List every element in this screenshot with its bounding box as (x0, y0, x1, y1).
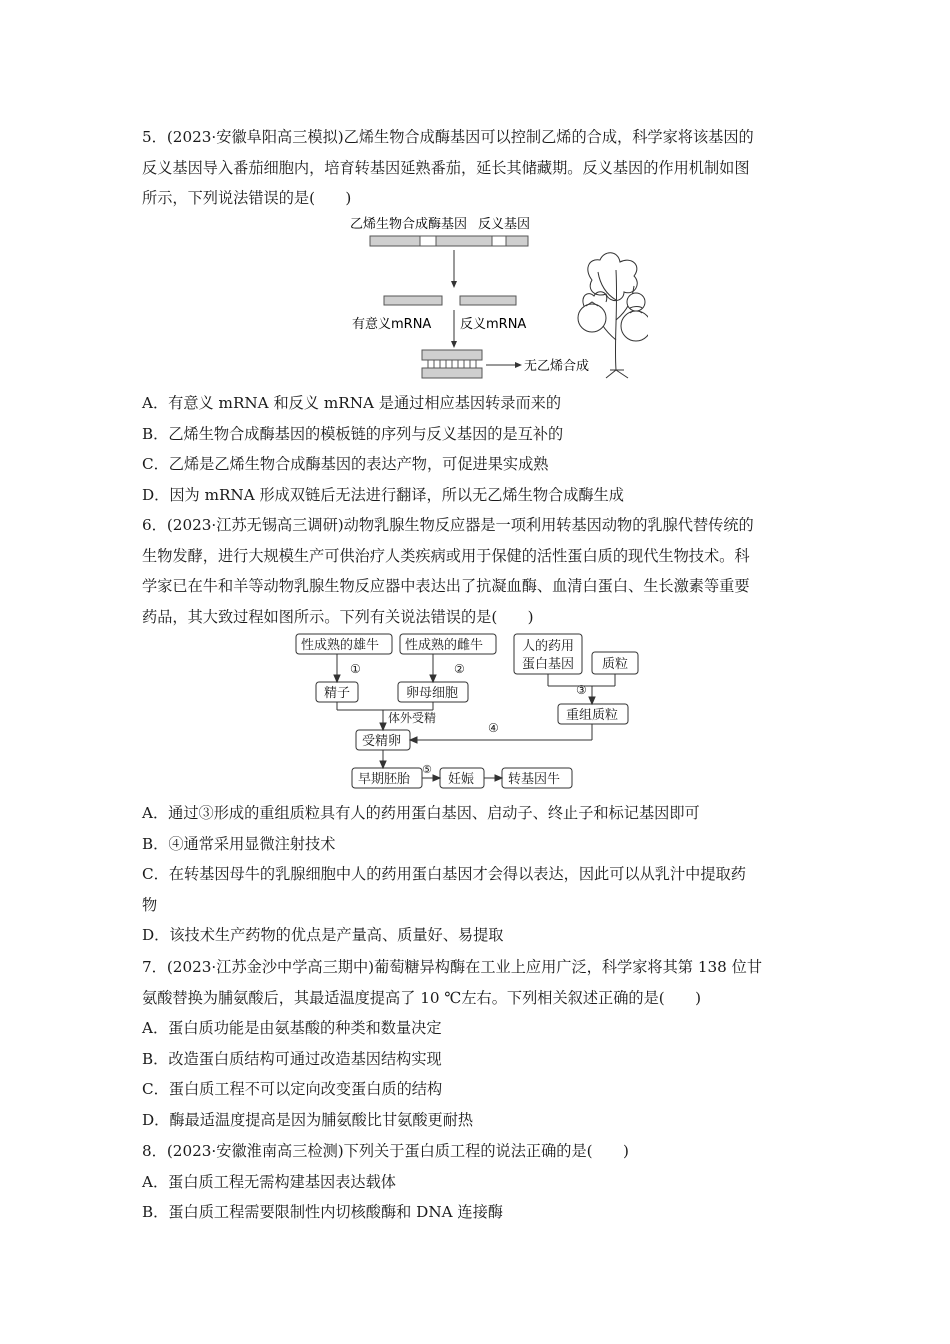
q6-options (142, 798, 746, 951)
q6-option-b: B．④通常采用显微注射技术 (142, 834, 336, 853)
female-label: 性成熟的雌牛 (405, 638, 484, 653)
step-5: ⑤ (422, 763, 432, 776)
no-ethylene-label: 无乙烯合成 (524, 359, 590, 374)
q5-option-d: D．因为 mRNA 形成双链后无法进行翻译，所以无乙烯生物合成酶生成 (142, 485, 624, 504)
step-2: ② (454, 662, 465, 676)
pregnancy-label: 妊娠 (448, 772, 475, 787)
q5-options (142, 388, 624, 510)
step-3: ③ (576, 683, 587, 697)
q6-stem-line-4: 药品，其大致过程如图所示。下列有关说法错误的是( ) (142, 607, 534, 626)
q8-stem-line-1: 8．(2023·安徽淮南高三检测)下列关于蛋白质工程的说法正确的是( ) (142, 1142, 629, 1160)
antisense-gene-label: 反义基因 (478, 217, 531, 232)
sense-mrna-label: 有意义mRNA (352, 317, 432, 332)
q6-option-a: A．通过③形成的重组质粒具有人的药用蛋白基因、启动子、终止子和标记基因即可 (142, 804, 700, 822)
sense-mrna-bar (384, 296, 442, 305)
question-7 (142, 952, 762, 1136)
q6-stem-line-3: 学家已在牛和羊等动物乳腺生物反应器中表达出了抗凝血酶、血清白蛋白、生长激素等重要 (142, 577, 750, 596)
q7-option-b: B．改造蛋白质结构可通过改造基因结构实现 (142, 1049, 442, 1068)
q5-stem-line-1: 5．(2023·安徽阜阳高三模拟)乙烯生物合成酶基因可以控制乙烯的合成，科学家将该基因的 (142, 128, 754, 146)
antisense-mrna-label: 反义mRNA (460, 317, 527, 332)
question-8 (142, 1136, 629, 1228)
mammary-bioreactor-flowchart (292, 630, 642, 792)
q8-option-a: A．蛋白质工程无需构建基因表达载体 (142, 1172, 396, 1191)
q6-stem-line-1: 6．(2023·江苏无锡高三调研)动物乳腺生物反应器是一项利用转基因动物的乳腺代替传统的 (142, 516, 754, 534)
q7-option-a: A．蛋白质功能是由氨基酸的种类和数量决定 (142, 1019, 442, 1038)
q7-option-d: D．酶最适温度提高是因为脯氨酸比甘氨酸更耐热 (142, 1110, 474, 1129)
q7-stem-line-1: 7．(2023·江苏金沙中学高三期中)葡萄糖异构酶在工业上应用广泛，科学家将其第 138 位甘 (142, 958, 763, 976)
gene-label-1: 人的药用 (522, 639, 575, 654)
antisense-gene-diagram (348, 210, 648, 382)
embryo-label: 早期胚胎 (358, 772, 411, 787)
q5-stem-line-2: 反义基因导入番茄细胞内，培育转基因延熟番茄，延长其储藏期。反义基因的作用机制如图 (142, 158, 750, 177)
oocyte-label: 卵母细胞 (406, 686, 459, 701)
q8-option-b: B．蛋白质工程需要限制性内切核酸酶和 DNA 连接酶 (142, 1203, 503, 1222)
question-5 (142, 122, 754, 214)
zygote-label: 受精卵 (362, 734, 402, 749)
q7-stem-line-2: 氨酸替换为脯氨酸后，其最适温度提高了 10 ℃左右。下列相关叙述正确的是( ) (142, 988, 702, 1007)
sperm-label: 精子 (324, 686, 351, 701)
q6-option-c-cont: 物 (142, 895, 158, 914)
q6-stem-line-2: 生物发酵，进行大规模生产可供治疗人类疾病或用于保健的活性蛋白质的现代生物技术。科 (142, 546, 750, 565)
male-label: 性成熟的雄牛 (301, 638, 380, 653)
q5-option-b: B．乙烯生物合成酶基因的模板链的序列与反义基因的是互补的 (142, 424, 564, 443)
plasmid-label: 质粒 (602, 657, 629, 672)
step-1: ① (350, 662, 361, 676)
q6-option-d: D．该技术生产药物的优点是产量高、质量好、易提取 (142, 926, 504, 945)
dna-bar (370, 236, 528, 246)
double-strand-rna (422, 350, 482, 378)
recombinant-label: 重组质粒 (566, 708, 619, 723)
gene-label: 乙烯生物合成酶基因 (350, 217, 468, 232)
q5-stem-line-3: 所示，下列说法错误的是( ) (142, 189, 352, 208)
question-6 (142, 510, 754, 632)
step-4: ④ (488, 721, 499, 735)
q5-option-a: A．有意义 mRNA 和反义 mRNA 是通过相应基因转录而来的 (142, 394, 562, 412)
q6-option-c: C．在转基因母牛的乳腺细胞中人的药用蛋白基因才会得以表达，因此可以从乳汁中提取药 (142, 865, 746, 884)
ivf-label: 体外受精 (388, 711, 437, 725)
transgenic-label: 转基因牛 (508, 772, 561, 787)
antisense-mrna-bar (460, 296, 516, 305)
q5-option-c: C．乙烯是乙烯生物合成酶基因的表达产物，可促进果实成熟 (142, 455, 549, 474)
gene-label-2: 蛋白基因 (522, 657, 575, 672)
q7-option-c: C．蛋白质工程不可以定向改变蛋白质的结构 (142, 1080, 443, 1099)
